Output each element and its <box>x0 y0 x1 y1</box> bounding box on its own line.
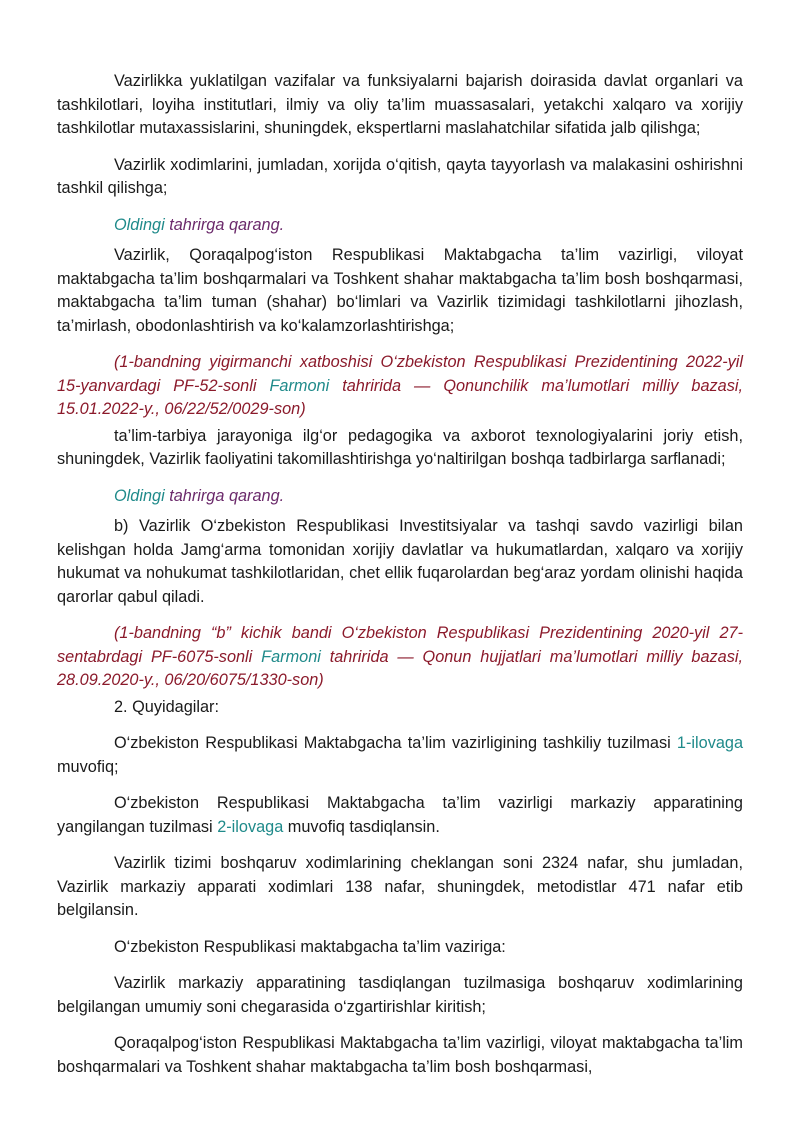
amendment-note-text: tahririda — Qonun hujjatlari ma’lumotlari milliy bazasi, 28.09.2020-y., 06/20/6075/1330-son) <box>57 647 743 689</box>
decree-link[interactable]: Farmoni <box>269 376 330 395</box>
section-heading: 2. Quyidagilar: <box>114 697 219 716</box>
previous-edition-text[interactable]: tahrirga qarang. <box>164 215 285 234</box>
previous-edition-reference <box>57 214 743 238</box>
paragraph: b) Vazirlik O‘zbekiston Respublikasi Investitsiyalar va tashqi savdo vazirligi bilan kelishgan holda Jamg‘arma tomonidan xorijiy davlatlar va hukumatlardan, xalqaro va xorijiy hukumat va nohukumat tashkilotlaridan, chet ellik fuqarolardan beg‘araz yordam olinishi haqida qarorlar qabul qiladi. <box>57 517 743 606</box>
decree-link[interactable]: Farmoni <box>261 647 321 666</box>
paragraph <box>57 792 743 839</box>
paragraph-text: muvofiq; <box>57 757 119 776</box>
previous-edition-link[interactable]: Oldingi <box>114 486 165 505</box>
paragraph: Vazirlik, Qoraqalpog‘iston Respublikasi Maktabgacha ta’lim vazirligi, viloyat maktabgacha ta’lim boshqarmalari va Toshkent shahar maktabgacha ta’lim bosh boshqarmasi, maktabgacha ta’lim tuman (shahar) bo‘limlari va Vazirlik tizimidagi tashkilotlarni jihozlash, ta’mirlash, obodonlashtirish va ko‘kalamzorlashtirishga; <box>57 246 743 335</box>
previous-edition-text[interactable]: tahrirga qarang. <box>164 486 285 505</box>
paragraph: Vazirlik xodimlarini, jumladan, xorijda o‘qitish, qayta tayyorlash va malakasini oshirishni tashkil qilishga; <box>57 155 743 197</box>
paragraph-text: O‘zbekiston Respublikasi Maktabgacha ta’lim vazirligi markaziy apparatining yangilangan tuzilmasi <box>57 794 743 836</box>
amendment-note <box>57 622 743 693</box>
appendix-1-link[interactable]: 1-ilovaga <box>676 734 743 752</box>
paragraph: Vazirlikka yuklatilgan vazifalar va funksiyalarni bajarish doirasida davlat organlari va tashkilotlari, loyiha institutlari, ilmiy va oliy ta’lim muassasalari, yetakchi xalqaro va xorijiy tashkilotlar mutaxassislarini, shuningdek, ekspertlarni maslahatchilar sifatida jalb qilishga; <box>57 72 743 137</box>
amendment-note-text: (1-bandning “b” kichik bandi O‘zbekiston Respublikasi Prezidentining 2020-yil 27-sentabrdagi PF-6075-sonli <box>57 624 743 666</box>
paragraph: Qoraqalpog‘iston Respublikasi Maktabgacha ta’lim vazirligi, viloyat maktabgacha ta’lim boshqarmalari va Toshkent shahar maktabgacha ta’lim bosh boshqarmasi, <box>57 1034 743 1076</box>
paragraph <box>57 732 743 779</box>
amendment-note-text: (1-bandning yigirmanchi xatboshisi O‘zbekiston Respublikasi Prezidentining 2022-yil 15-yanvardagi PF-52-sonli <box>57 353 743 395</box>
paragraph-text: muvofiq tasdiqlansin. <box>283 817 440 836</box>
previous-edition-reference <box>57 485 743 509</box>
paragraph: Vazirlik markaziy apparatining tasdiqlangan tuzilmasiga boshqaruv xodimlarining belgilangan umumiy soni chegarasida o‘zgartirishlar kiritish; <box>57 974 743 1016</box>
paragraph: O‘zbekiston Respublikasi maktabgacha ta’lim vaziriga: <box>114 937 506 956</box>
amendment-note <box>57 351 743 422</box>
previous-edition-link[interactable]: Oldingi <box>114 215 165 234</box>
paragraph: Vazirlik tizimi boshqaruv xodimlarining cheklangan soni 2324 nafar, shu jumladan, Vazirlik markaziy apparati xodimlari 138 nafar, shuningdek, metodistlar 471 nafar etib belgilansin. <box>57 854 743 919</box>
paragraph-text: O‘zbekiston Respublikasi Maktabgacha ta’lim vazirligining tashkiliy tuzilmasi <box>114 734 677 752</box>
amendment-note-text: tahririda — Qonunchilik ma’lumotlari milliy bazasi, 15.01.2022-y., 06/22/52/0029-son) <box>57 376 743 418</box>
paragraph: ta’lim-tarbiya jarayoniga ilg‘or pedagogika va axborot texnologiyalarini joriy etish, shuningdek, Vazirlik faoliyatini takomillashtirishga yo‘naltirilgan boshqa tadbirlarga sarflanadi; <box>57 426 743 468</box>
appendix-2-link[interactable]: 2-ilovaga <box>217 817 284 836</box>
